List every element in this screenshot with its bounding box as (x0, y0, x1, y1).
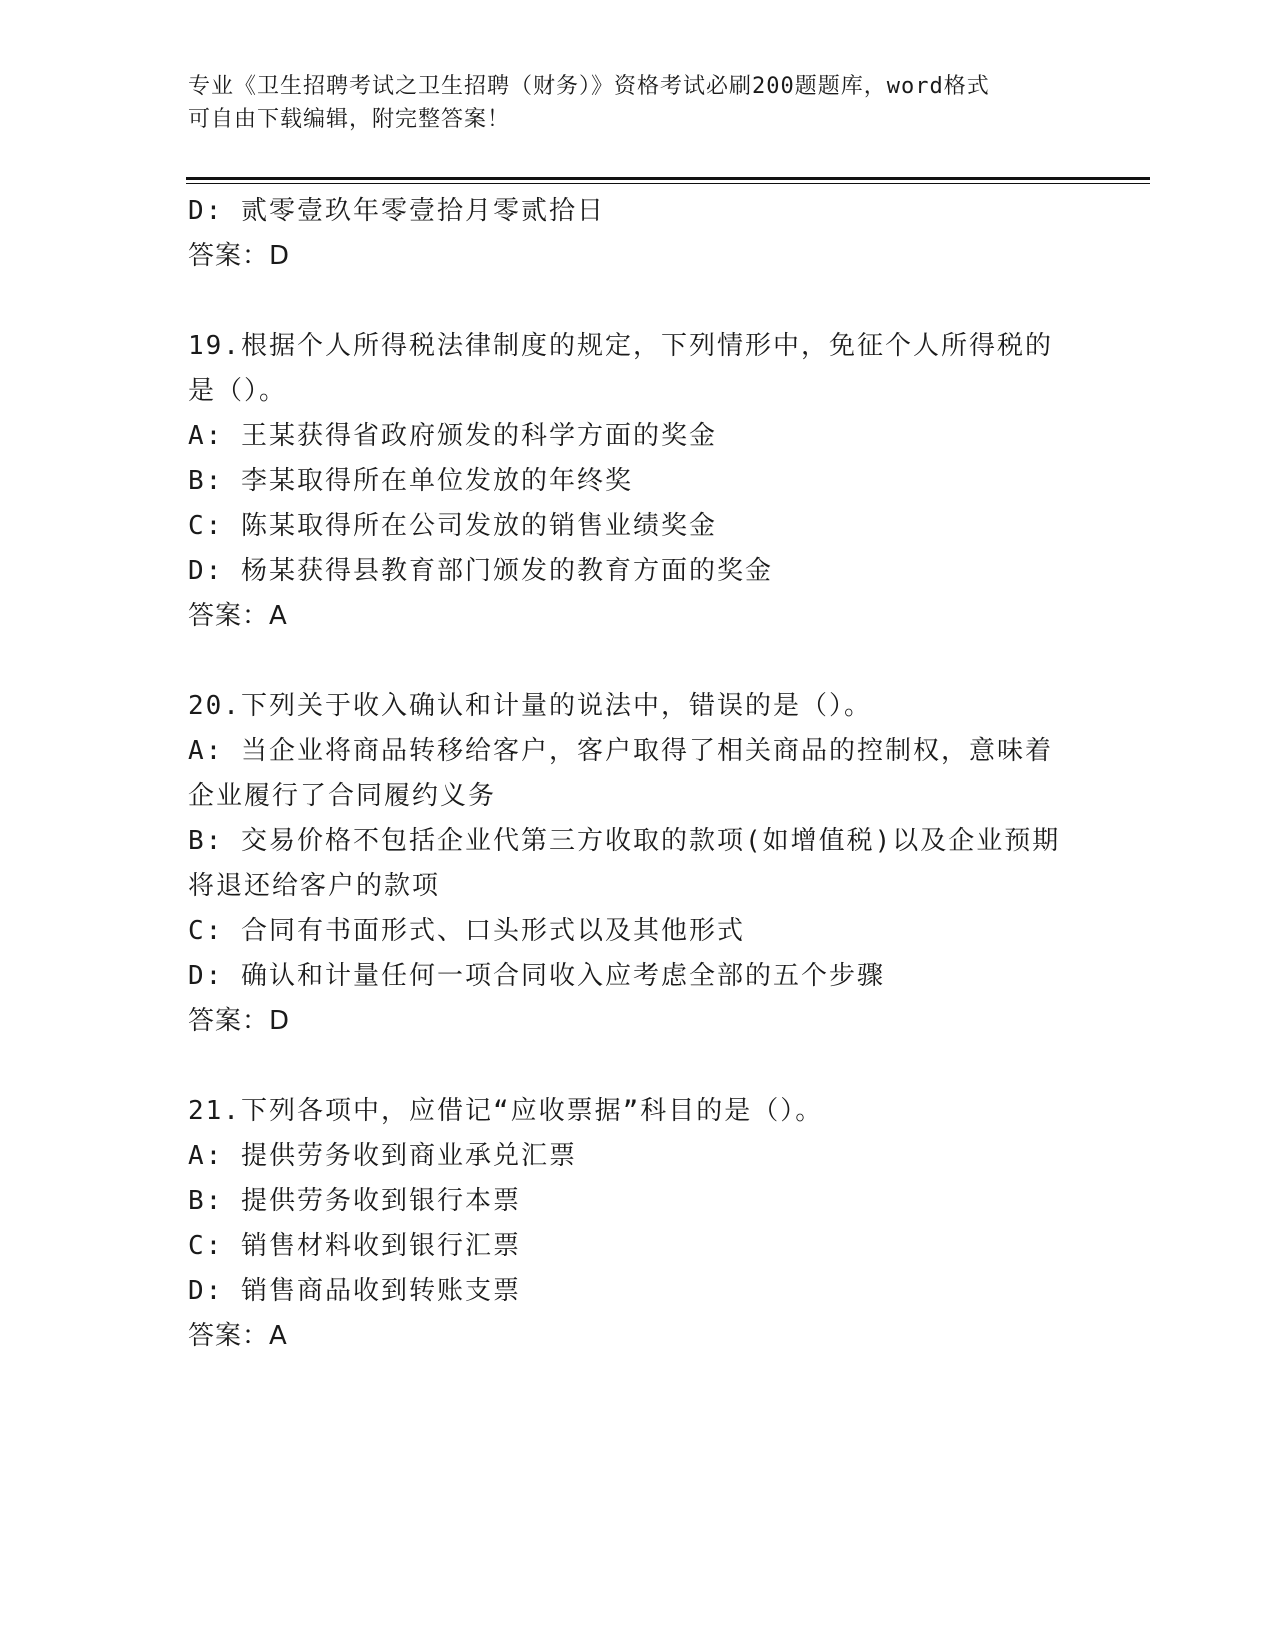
option-d: D: 销售商品收到转账支票 (188, 1276, 521, 1306)
question-stem: 19.根据个人所得税法律制度的规定，下列情形中，免征个人所得税的 (188, 331, 1053, 361)
header-divider-thick (186, 177, 1150, 180)
option-c: C: 合同有书面形式、口头形式以及其他形式 (188, 916, 745, 946)
answer-line: 答案：D (188, 1006, 291, 1036)
header-divider-thin (186, 183, 1150, 184)
option-a-continued: 企业履行了合同履约义务 (188, 781, 497, 811)
option-a: A: 当企业将商品转移给客户，客户取得了相关商品的控制权，意味着 (188, 736, 1053, 766)
question-stem: 20.下列关于收入确认和计量的说法中，错误的是（）。 (188, 691, 872, 721)
option-b: B: 提供劳务收到银行本票 (188, 1186, 521, 1216)
option-d: D: 贰零壹玖年零壹拾月零贰拾日 (188, 196, 605, 226)
option-b: B: 李某取得所在单位发放的年终奖 (188, 466, 633, 496)
option-c: C: 销售材料收到银行汇票 (188, 1231, 521, 1261)
page-header (188, 70, 1088, 136)
header-line-1: 专业《卫生招聘考试之卫生招聘（财务）》资格考试必刷200题题库，word格式 (188, 74, 990, 99)
spacer (188, 639, 1088, 684)
spacer (188, 1044, 1088, 1089)
question-19 (188, 324, 1088, 639)
question-list (188, 189, 1088, 1359)
option-b-continued: 将退还给客户的款项 (188, 871, 441, 901)
question-stem-continued: 是（）。 (188, 376, 288, 406)
header-line-2: 可自由下载编辑，附完整答案！ (188, 107, 511, 132)
spacer (188, 279, 1088, 324)
option-d: D: 杨某获得县教育部门颁发的教育方面的奖金 (188, 556, 773, 586)
option-a: A: 提供劳务收到商业承兑汇票 (188, 1141, 577, 1171)
option-a: A: 王某获得省政府颁发的科学方面的奖金 (188, 421, 717, 451)
option-c: C: 陈某取得所在公司发放的销售业绩奖金 (188, 511, 717, 541)
question-stem: 21.下列各项中，应借记“应收票据”科目的是（）。 (188, 1096, 824, 1126)
option-d: D: 确认和计量任何一项合同收入应考虑全部的五个步骤 (188, 961, 885, 991)
answer-line: 答案：A (188, 601, 288, 631)
question-21 (188, 1089, 1088, 1359)
option-b: B: 交易价格不包括企业代第三方收取的款项(如增值税)以及企业预期 (188, 826, 1061, 856)
answer-line: 答案：A (188, 1321, 288, 1351)
answer-line: 答案：D (188, 241, 291, 271)
question-20 (188, 684, 1088, 1044)
question-18-tail (188, 189, 1088, 279)
